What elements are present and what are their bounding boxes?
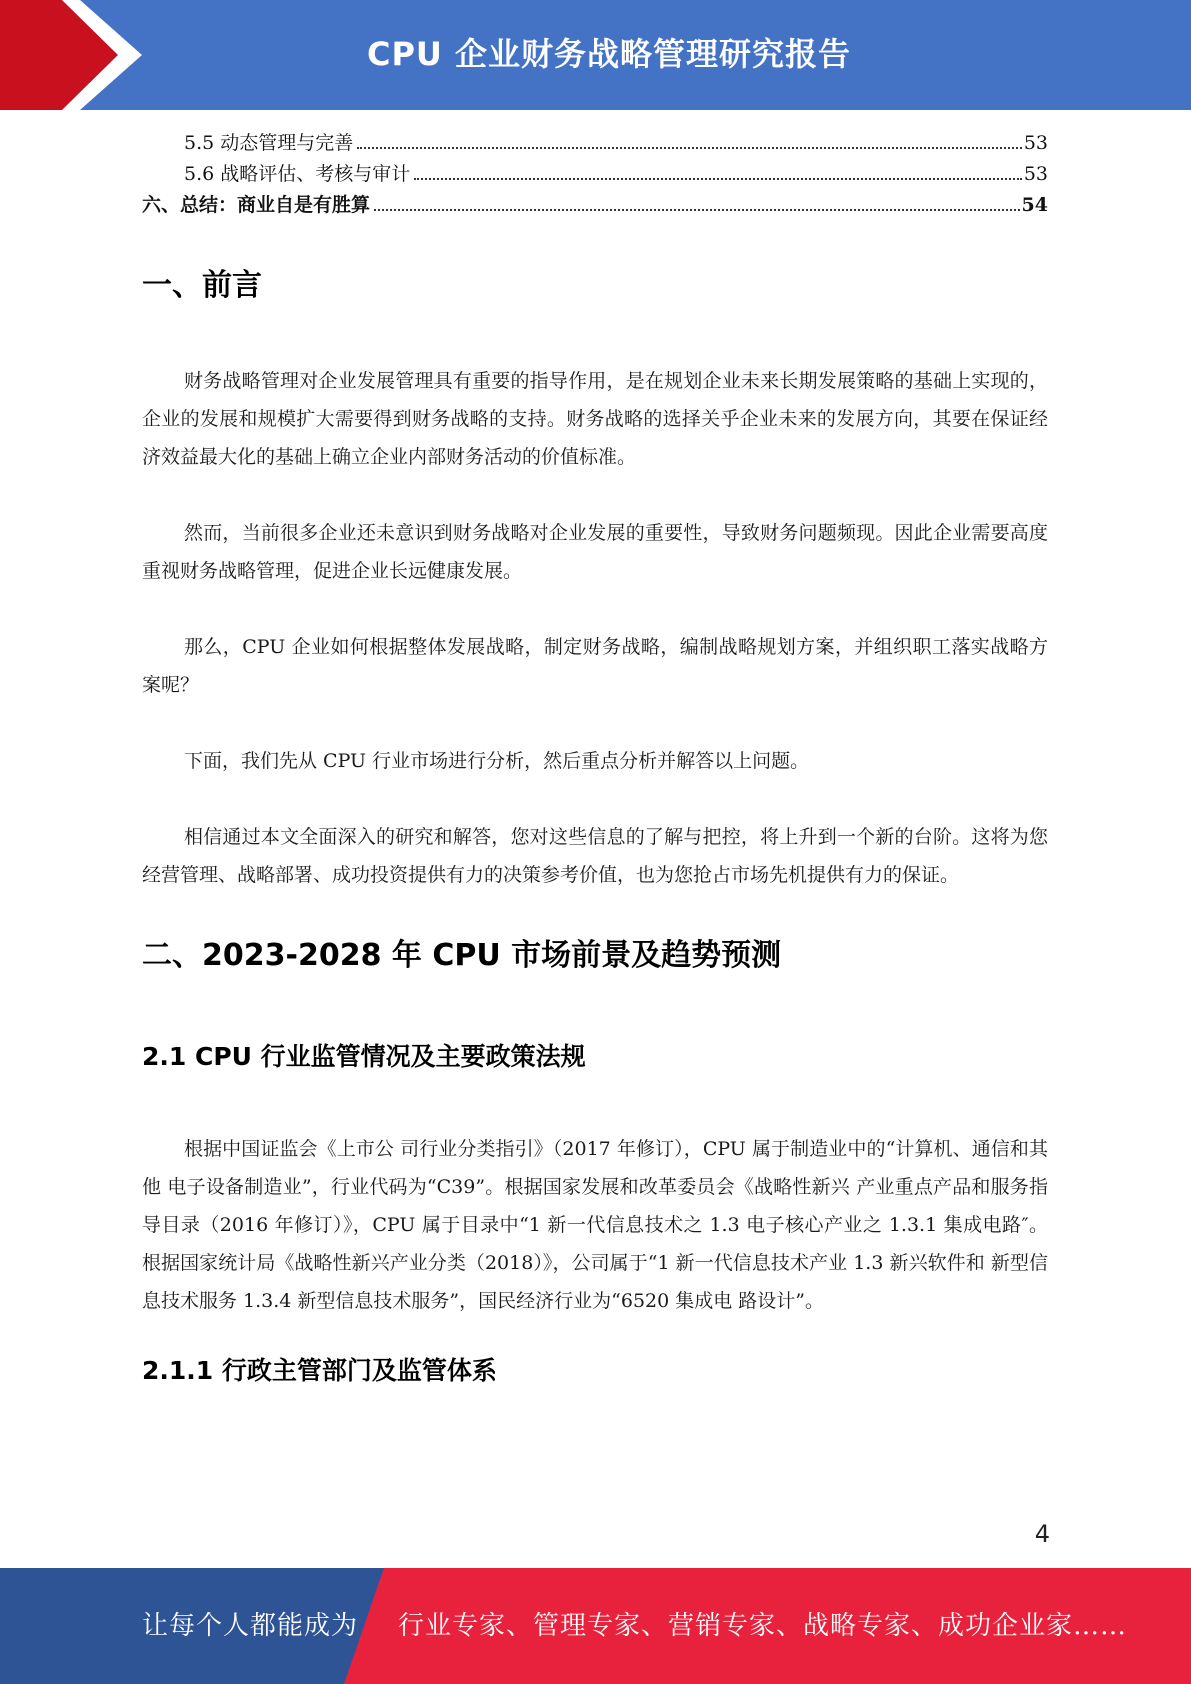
subsection-heading-authorities: 2.1.1 行政主管部门及监管体系: [142, 1356, 497, 1385]
paragraph: 然而，当前很多企业还未意识到财务战略对企业发展的重要性，导致财务问题频现。因此企业需要高度重视财务战略管理，促进企业长远健康发展。: [142, 522, 1048, 582]
section-heading-market-forecast: 二、2023-2028 年 CPU 市场前景及趋势预测: [142, 938, 782, 973]
page-number: 4: [1034, 1520, 1050, 1548]
footer-slogan-right: 行业专家、管理专家、营销专家、战略专家、成功企业家……: [398, 1611, 1128, 1641]
paragraph: 根据中国证监会《上市公 司行业分类指引》（2017 年修订），CPU 属于制造业中的“计算机、通信和其他 电子设备制造业”，行业代码为“C39”。根据国家发展和改革委员会《战略性新兴 产业重点产品和服务指导目录（2016 年修订）》，CPU 属于目录中“1 新一代信息技术之 1.3 电子核心产业之 1.3.1 集成电路″。根据国家统计局《战略性新兴产业分类（2018）》，公司属于“1 新一代信息技术产业 1.3 新兴软件和 新型信息技术服务 1.3.4 新型信息技术服务”，国民经济行业为“6520 集成电 路设计”。: [142, 1138, 1048, 1312]
paragraph: 财务战略管理对企业发展管理具有重要的指导作用，是在规划企业未来长期发展策略的基础上实现的，企业的发展和规模扩大需要得到财务战略的支持。财务战略的选择关乎企业未来的发展方向，其要在保证经济效益最大化的基础上确立企业内部财务活动的价值标准。: [142, 370, 1048, 468]
paragraph: 下面，我们先从 CPU 行业市场进行分析，然后重点分析并解答以上问题。: [184, 750, 810, 772]
toc-item-page: 54: [1021, 194, 1048, 216]
subsection-heading-regulation: 2.1 CPU 行业监管情况及主要政策法规: [142, 1042, 586, 1071]
toc-item-page: 53: [1023, 132, 1048, 154]
toc-item[interactable]: [142, 159, 1048, 190]
report-title: CPU 企业财务战略管理研究报告: [366, 35, 852, 73]
document-body: [142, 258, 1048, 1396]
toc-item-label: 六、总结：商业自是有胜算: [142, 194, 371, 216]
section-heading-preface: 一、前言: [142, 268, 262, 303]
footer-slogan-left: 让每个人都能成为: [142, 1611, 359, 1641]
paragraph: 那么，CPU 企业如何根据整体发展战略，制定财务战略，编制战略规划方案，并组织职工落实战略方案呢？: [142, 636, 1048, 696]
toc-leader-dots: [374, 208, 1020, 211]
table-of-contents: [142, 128, 1048, 221]
toc-leader-dots: [414, 177, 1022, 180]
page-header: [0, 0, 1191, 110]
toc-leader-dots: [357, 146, 1022, 149]
toc-item[interactable]: [142, 190, 1048, 221]
toc-item-label: 5.6 战略评估、考核与审计: [184, 163, 411, 185]
toc-item[interactable]: [142, 128, 1048, 159]
toc-item-label: 5.5 动态管理与完善: [184, 132, 354, 154]
paragraph: 相信通过本文全面深入的研究和解答，您对这些信息的了解与把控，将上升到一个新的台阶。这将为您经营管理、战略部署、成功投资提供有力的决策参考价值，也为您抢占市场先机提供有力的保证。: [142, 826, 1048, 886]
page-footer: [0, 1568, 1191, 1684]
toc-item-page: 53: [1023, 163, 1048, 185]
